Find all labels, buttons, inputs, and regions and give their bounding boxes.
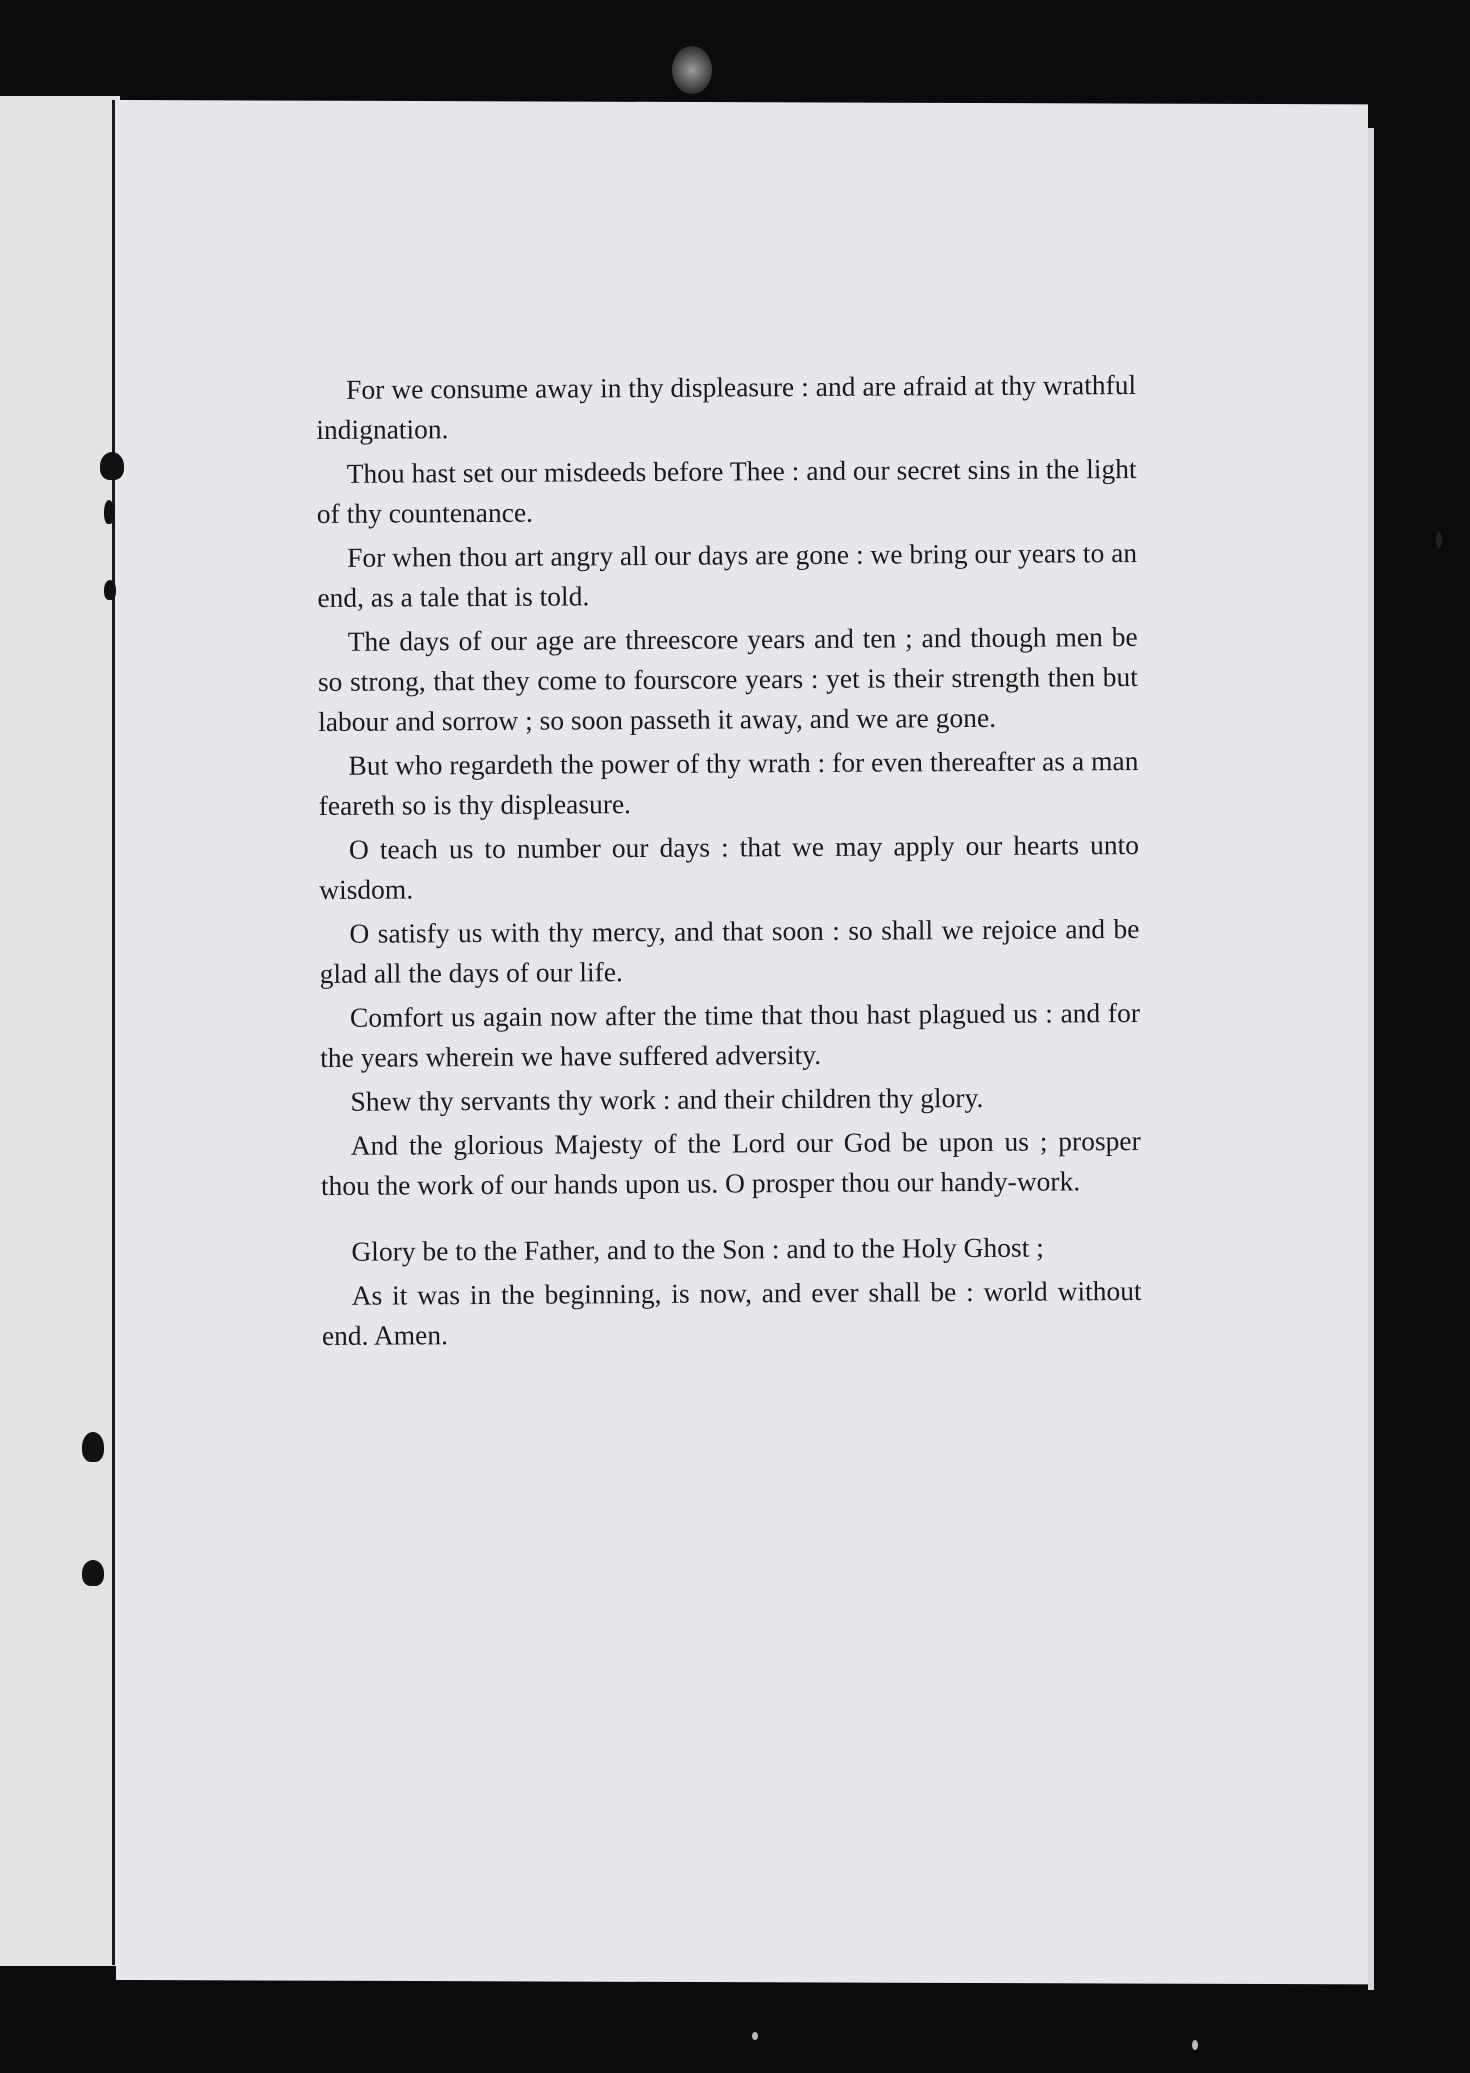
verse-4: The days of our age are threescore years and ten ; and though men be so strong, that they come to fourscore years : yet is their strength then but labour and sorrow ; so soon passeth it away, and we are gone. (317, 620, 1138, 737)
verse-10: And the glorious Majesty of the Lord our God be upon us ; prosper thou the work of our hands upon us. O prosper thou our handy-work. (320, 1124, 1141, 1201)
verse-9: Shew thy servants thy work : and their children thy glory. (350, 1081, 984, 1117)
verse-8: Comfort us again now after the time that thou hast plagued us : and for the years wherein we have suffered adversity. (320, 996, 1141, 1073)
scan-artifact (672, 46, 712, 94)
binding-thread-mark (100, 452, 124, 480)
gloria-line-2: As it was in the beginning, is now, and ever shall be : world without end. Amen. (321, 1274, 1142, 1351)
verse-3: For when thou art angry all our days are gone : we bring our years to an end, as a tale that is told. (317, 536, 1138, 613)
verse-2: Thou hast set our misdeeds before Thee : and our secret sins in the light of thy countenance. (316, 452, 1137, 529)
verse-1: For we consume away in thy displeasure : and are afraid at thy wrathful indignation. (316, 368, 1137, 445)
binding-thread-mark (104, 580, 116, 600)
verse-6: O teach us to number our days : that we may apply our hearts unto wisdom. (319, 828, 1140, 905)
verse-5: But who regardeth the power of thy wrath : for even thereafter as a man feareth so is thy displeasure. (318, 744, 1139, 821)
scan-speck (1436, 532, 1442, 548)
facing-page-edge (0, 96, 120, 1966)
gloria-patri (321, 1227, 1142, 1356)
scan-speck (1192, 2040, 1198, 2050)
verse-7: O satisfy us with thy mercy, and that soon : so shall we rejoice and be glad all the days of our life. (319, 912, 1140, 989)
scan-speck (752, 2032, 758, 2040)
gloria-line-1: Glory be to the Father, and to the Son : and to the Holy Ghost ; (351, 1231, 1044, 1267)
binding-thread-mark (82, 1432, 104, 1462)
binding-thread-mark (82, 1560, 104, 1586)
binding-thread-mark (104, 500, 114, 524)
page-shadow-edge (1368, 128, 1374, 1990)
psalm-text (316, 365, 1142, 1360)
binding-line (112, 100, 115, 1965)
